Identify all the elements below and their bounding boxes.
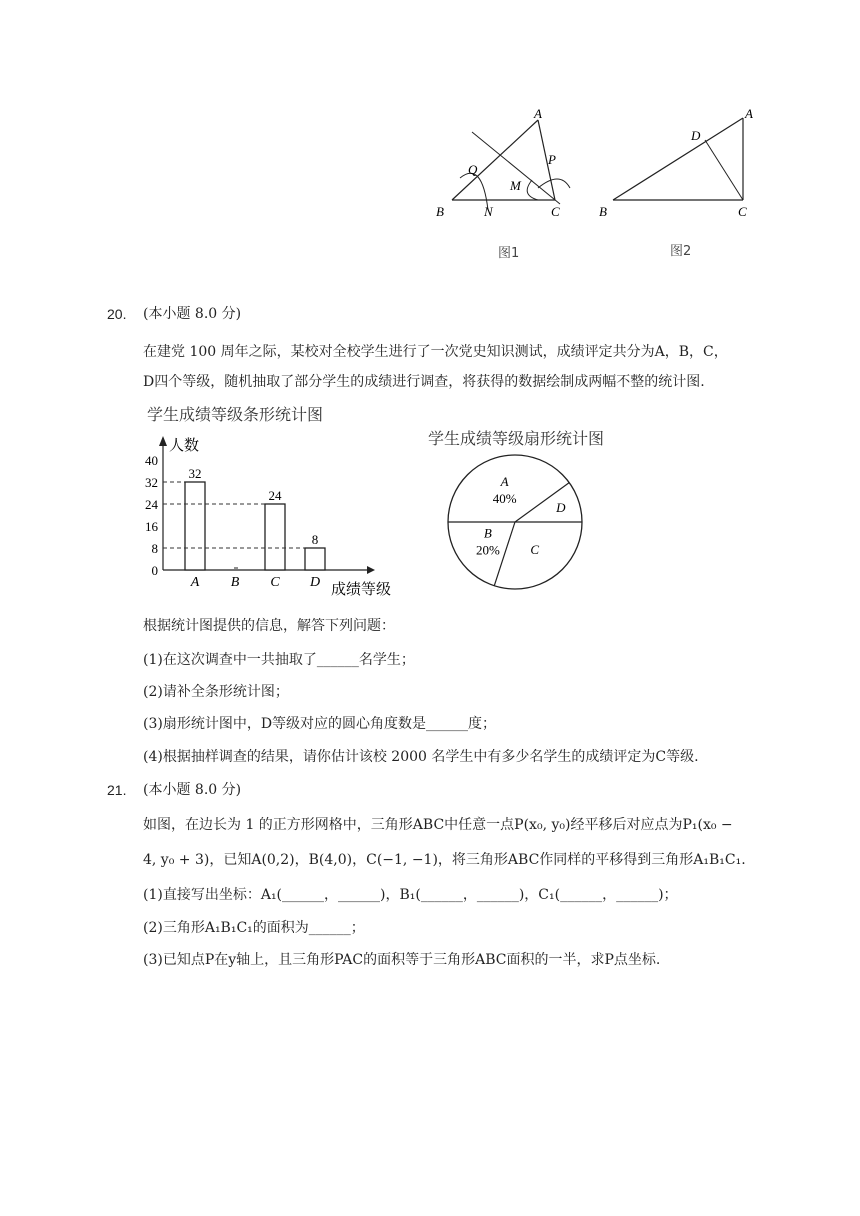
x-tick-label-A: A — [190, 575, 200, 590]
pie-label-C: C — [530, 542, 540, 558]
q21-sub1: (1)直接写出坐标：A₁(______，______)，B₁(______，______)，C₁(______，______)； — [143, 887, 678, 903]
x-tick-label-B: B — [230, 575, 240, 590]
pie-chart-title: 学生成绩等级扇形统计图 — [428, 429, 605, 448]
x-axis-label: 成绩等级 — [331, 582, 392, 598]
fig2-label-D: D — [691, 128, 701, 143]
pie-percent-A: 40% — [492, 491, 517, 507]
q20-sub3: (3)扇形统计图中，D等级对应的圆心角度数是______度； — [143, 716, 497, 732]
fig2-label-C: C — [738, 204, 747, 219]
y-axis-arrow — [159, 436, 167, 446]
bar-A — [185, 482, 205, 570]
y-tick-label: 40 — [145, 453, 158, 468]
q20-sub4: (4)根据抽样调查的结果，请你估计该校 2000 名学生中有多少名学生的成绩评定为C等级. — [143, 749, 699, 765]
q21-sub3: (3)已知点P在y轴上，且三角形PAC的面积等于三角形ABC面积的一半，求P点坐标. — [143, 952, 661, 968]
pie-label-A: A — [500, 474, 509, 490]
q20-points: (本小题 8.0 分) — [143, 306, 242, 322]
pie-label-D: D — [556, 500, 566, 516]
geometry-figure-2 — [595, 100, 765, 225]
x-tick-label-C: C — [270, 575, 280, 590]
q21-line1: 如图，在边长为 1 的正方形网格中，三角形ABC中任意一点P(x₀, y₀)经平移后对应点为P₁(x₀ − — [143, 817, 733, 833]
y-tick-label: 8 — [151, 541, 158, 556]
fig1-label-M: M — [510, 178, 521, 193]
x-axis-arrow — [367, 566, 375, 574]
pie-percent-B: 20% — [475, 542, 500, 558]
fig1-label-N: N — [484, 204, 493, 219]
q21-number: 21. — [107, 782, 127, 798]
data-label-A: 32 — [188, 466, 202, 481]
q20-sub2: (2)请补全条形统计图； — [143, 684, 289, 700]
q21-line2: 4, y₀ + 3)，已知A(0,2)，B(4,0)，C(−1, −1)，将三角形ABC作同样的平移得到三角形A₁B₁C₁. — [143, 852, 746, 868]
q20-number: 20. — [107, 306, 127, 322]
bar-C — [265, 504, 285, 570]
bar-D — [305, 548, 325, 570]
fig2-label-A: A — [745, 106, 753, 121]
y-tick-label: 0 — [151, 563, 158, 578]
y-axis-label: 人数 — [169, 438, 200, 454]
figure-1-caption: 图1 — [498, 246, 520, 261]
fig1-label-B: B — [436, 204, 444, 219]
pie-label-B: B — [483, 525, 492, 541]
q20-intro-line2: D四个等级，随机抽取了部分学生的成绩进行调查，将获得的数据绘制成两幅不整的统计图. — [143, 374, 705, 390]
q20-prompt: 根据统计图提供的信息，解答下列问题： — [143, 618, 395, 634]
y-tick-label: 32 — [145, 475, 158, 490]
fig1-label-P: P — [548, 152, 556, 167]
q20-sub1: (1)在这次调查中一共抽取了______名学生； — [143, 652, 415, 668]
fig1-label-Q: Q — [468, 162, 478, 177]
fig1-label-A: A — [534, 106, 542, 121]
bar-chart-title: 学生成绩等级条形统计图 — [147, 405, 324, 424]
data-label-C: 24 — [268, 488, 282, 503]
q20-intro-line1: 在建党 100 周年之际，某校对全校学生进行了一次党史知识测试，成绩评定共分为A，B，C， — [143, 344, 728, 360]
q21-points: (本小题 8.0 分) — [143, 782, 242, 798]
y-tick-label: 16 — [145, 519, 158, 534]
q21-sub2: (2)三角形A₁B₁C₁的面积为______； — [143, 920, 365, 936]
geometry-figure-1 — [420, 100, 580, 230]
fig2-label-B: B — [599, 204, 607, 219]
pie-chart — [445, 450, 590, 600]
data-label-D: 8 — [311, 532, 319, 547]
x-tick-label-D: D — [309, 575, 321, 590]
figure-2-caption: 图2 — [670, 244, 692, 259]
fig1-label-C: C — [551, 204, 560, 219]
bar-chart — [135, 430, 405, 600]
y-tick-label: 24 — [145, 497, 158, 512]
